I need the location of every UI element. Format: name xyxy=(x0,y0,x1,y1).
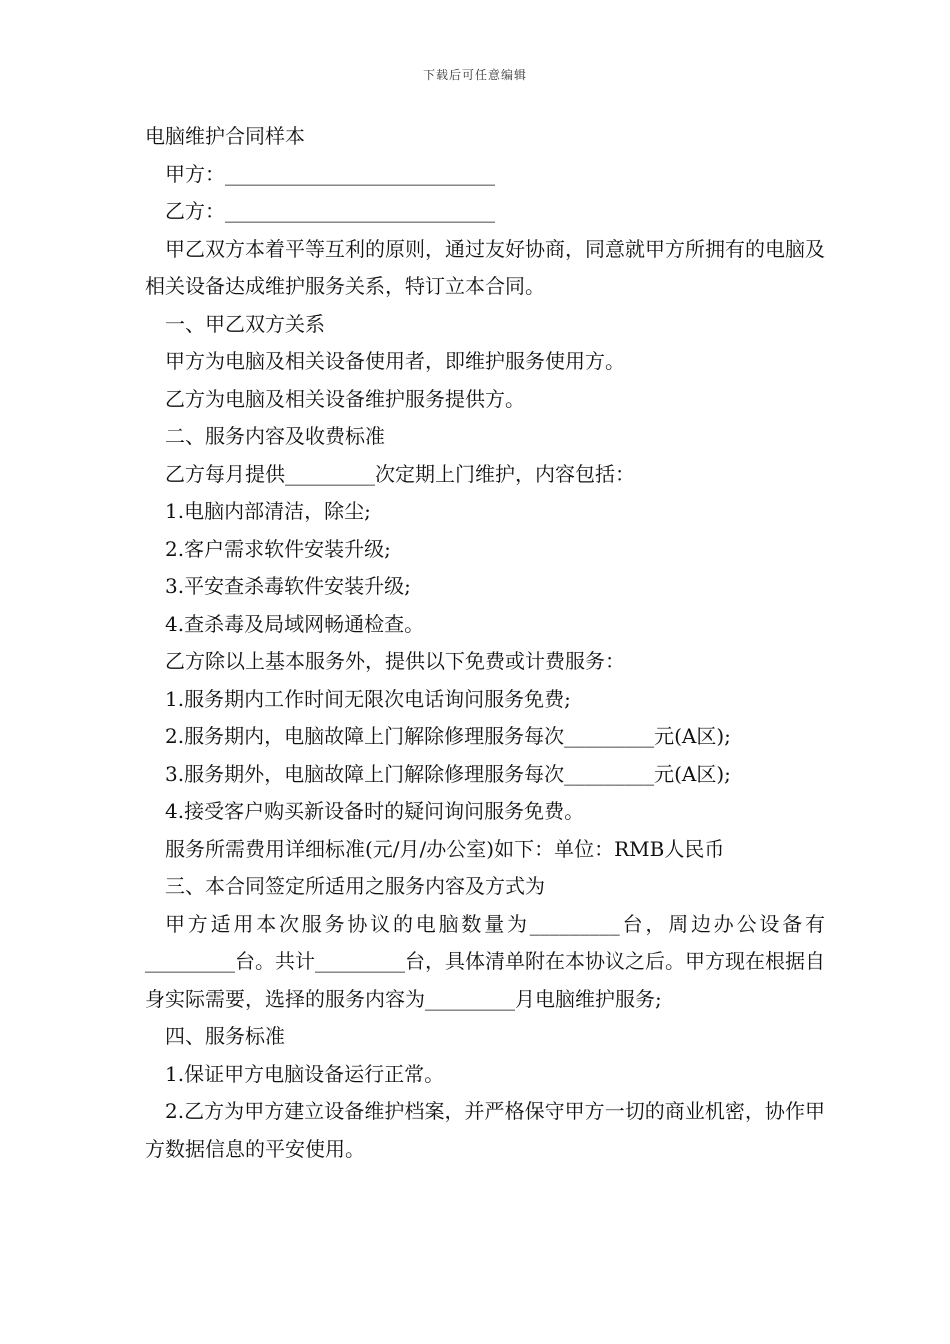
list-item: 4.查杀毒及局域网畅通检查。 xyxy=(165,611,425,636)
list-item: 3.平安查杀毒软件安装升级; xyxy=(165,574,411,598)
list-item: 3.服务期外，电脑故障上门解除修理服务每次_________元(A区); xyxy=(165,761,731,786)
section-3-title: 三、本合同签定所适用之服务内容及方式为 xyxy=(165,874,545,898)
section-1-title: 一、甲乙双方关系 xyxy=(165,311,325,336)
document-body xyxy=(145,118,825,1168)
section-2-paragraph: 服务所需费用详细标准(元/月/办公室)如下：单位：RMB人民币 xyxy=(165,836,725,861)
intro-paragraph: 甲乙双方本着平等互利的原则，通过友好协商，同意就甲方所拥有的电脑及相关设备达成维护服务关系，特订立本合同。 xyxy=(145,236,825,298)
party-a-line: 甲方：___________________________ xyxy=(165,161,495,186)
list-item: 4.接受客户购买新设备时的疑问询问服务免费。 xyxy=(165,799,585,823)
section-2-paragraph: 乙方每月提供_________次定期上门维护，内容包括： xyxy=(165,461,635,486)
list-item: 2.服务期内，电脑故障上门解除修理服务每次_________元(A区); xyxy=(165,724,731,748)
section-2-title: 二、服务内容及收费标准 xyxy=(165,424,385,448)
section-2-paragraph: 乙方除以上基本服务外，提供以下免费或计费服务： xyxy=(165,649,625,673)
section-1-paragraph: 乙方为电脑及相关设备维护服务提供方。 xyxy=(165,386,525,411)
section-1-paragraph: 甲方为电脑及相关设备使用者，即维护服务使用方。 xyxy=(165,349,625,373)
list-item: 2.客户需求软件安装升级; xyxy=(165,536,391,561)
list-item: 1.电脑内部清洁，除尘; xyxy=(165,499,371,523)
section-3-paragraph: 甲方适用本次服务协议的电脑数量为_________台，周边办公设备有_________台。共计_________台，具体清单附在本协议之后。甲方现在根据自身实际需要，选择的服务内容为_________月电脑维护服务; xyxy=(145,911,825,1011)
document-title: 电脑维护合同样本 xyxy=(145,124,305,148)
header-note: 下载后可任意编辑 xyxy=(422,68,527,82)
section-4-paragraph: 2.乙方为甲方建立设备维护档案，并严格保守甲方一切的商业机密，协作甲方数据信息的平安使用。 xyxy=(145,1099,825,1161)
party-b-line: 乙方：___________________________ xyxy=(165,199,495,223)
section-4-paragraph: 1.保证甲方电脑设备运行正常。 xyxy=(165,1061,445,1086)
list-item: 1.服务期内工作时间无限次电话询问服务免费; xyxy=(165,686,571,711)
section-4-title: 四、服务标准 xyxy=(165,1024,285,1048)
